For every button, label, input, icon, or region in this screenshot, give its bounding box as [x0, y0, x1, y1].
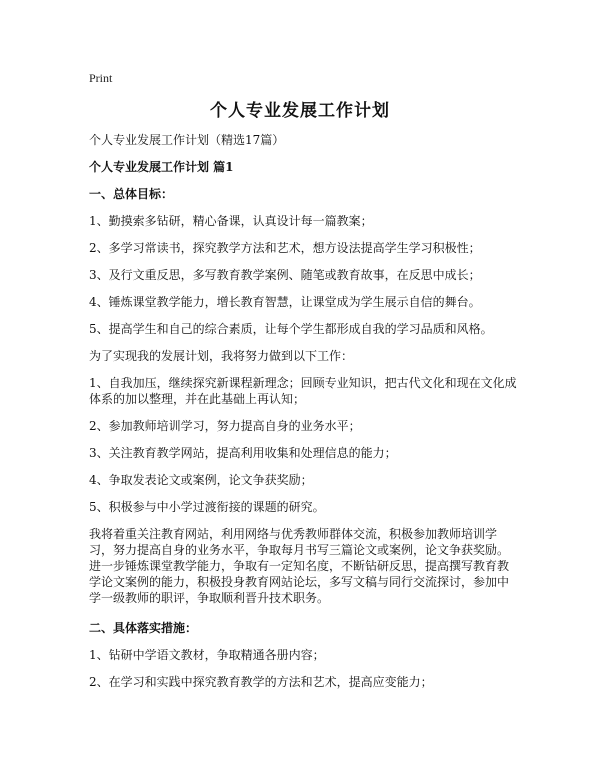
goal-item: 3、及行文重反思，多写教育教学案例、随笔或教育故事，在反思中成长；: [89, 268, 481, 282]
work-item: 5、积极参与中小学过渡衔接的课题的研究。: [89, 500, 325, 514]
goal-item: 4、锤炼课堂教学能力，增长教育智慧，让课堂成为学生展示自信的舞台。: [89, 295, 481, 309]
work-item: 1、自我加压，继续探究新课程新理念；回顾专业知识，把古代文化和现在文化成体系的加以整理，并在此基础上再认知；: [89, 376, 517, 406]
section-1-heading: 一、总体目标：: [89, 187, 174, 201]
measure-item: 2、在学习和实践中探究教育教学的方法和艺术，提高应变能力；: [89, 675, 433, 689]
work-item: 3、关注教育教学网站，提高利用收集和处理信息的能力；: [89, 446, 397, 460]
subtitle: 个人专业发展工作计划（精选17篇）: [89, 133, 285, 147]
work-item: 4、争取发表论文或案例，论文争获奖励；: [89, 473, 313, 487]
goal-item: 1、勤摸索多钻研，精心备课，认真设计每一篇教案；: [89, 214, 373, 228]
goal-item: 2、多学习常读书，探究教学方法和艺术，想方设法提高学生学习积极性；: [89, 241, 481, 255]
work-intro: 为了实现我的发展计划，我将努力做到以下工作：: [89, 349, 354, 363]
work-item: 2、参加教师培训学习，努力提高自身的业务水平；: [89, 419, 361, 433]
section-2-heading: 二、具体落实措施：: [89, 621, 198, 635]
goal-item: 5、提高学生和自己的综合素质，让每个学生都形成自我的学习品质和风格。: [89, 322, 493, 336]
page-title: 个人专业发展工作计划: [210, 101, 390, 121]
summary-paragraph: 我将着重关注教育网站，利用网络与优秀教师群体交流，积极参加教师培训学习，努力提高自身的业务水平，争取每月书写三篇论文或案例，论文争获奖励。进一步锤炼课堂教学能力，争取有一定知名度，不断钻研反思，提高撰写教育教学论文案例的能力，积极投身教育网站论坛，多写文稿与同行交流探讨，参加中学一级教师的职评，争取顺利晋升技术职务。: [89, 527, 510, 605]
print-link[interactable]: Print: [89, 71, 113, 85]
document-body: [89, 132, 519, 701]
chapter-heading: 个人专业发展工作计划 篇1: [89, 160, 234, 174]
measure-item: 1、钻研中学语文教材，争取精通各册内容；: [89, 648, 325, 662]
